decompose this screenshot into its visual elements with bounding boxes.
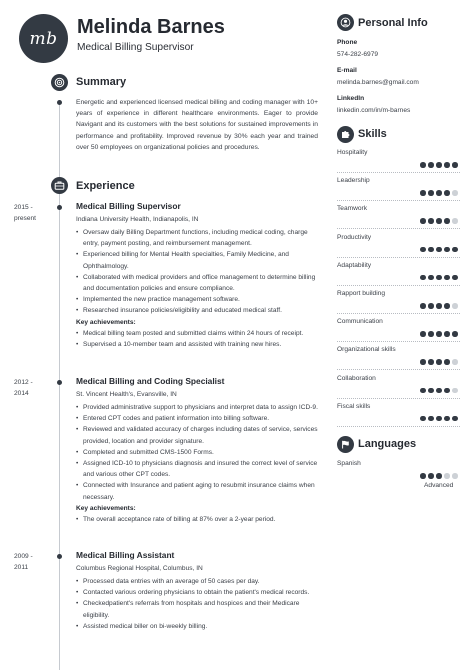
rating-dot [452,190,458,196]
rating-dot [428,359,434,365]
job-bullet-list [76,227,320,350]
rating-dot [436,190,442,196]
job-date: 2015 - present [14,204,36,222]
rating-dot [420,473,426,479]
divider [337,285,460,286]
skill-rating [420,331,458,337]
list-item: • Researched insurance policies/eligibility and educated medical staff. [76,305,320,316]
rating-dot [428,247,434,253]
skill-rating [420,247,458,253]
rating-dot [428,162,434,168]
list-item: • Connected with Insurance and patient aging to resubmit insurance claims when necessary. [76,480,320,502]
job-bullet-list [76,576,320,632]
phone-value: 574-282-6979 [337,51,379,58]
flag-icon [337,436,354,453]
divider [337,228,460,229]
rating-dot [428,190,434,196]
language-level: Advanced [424,482,454,489]
job-bullet-list [76,402,320,525]
rating-dot [452,303,458,309]
candidate-name: Melinda Barnes [77,16,225,38]
rating-dot [428,331,434,337]
rating-dot [452,416,458,422]
rating-dot [436,416,442,422]
list-item: • Reviewed and validated accuracy of charges including dates of service, services provided, location and provider signature. [76,424,320,446]
rating-dot [436,331,442,337]
rating-dot [452,247,458,253]
rating-dot [452,359,458,365]
personal-info-heading: Personal Info [358,17,428,29]
skill-rating [420,162,458,168]
divider [337,426,460,427]
job-employer: Indiana University Health, Indianapolis, IN [76,216,199,223]
timeline-dot [57,554,62,559]
rating-dot [444,359,450,365]
email-label: E-mail [337,67,357,74]
key-achievements-label: Key achievements: [76,504,136,512]
skill-rating [420,275,458,281]
linkedin-label: LinkedIn [337,95,365,102]
key-achievements-label: Key achievements: [76,318,136,326]
rating-dot [444,388,450,394]
skill-name: Adaptability [337,261,372,269]
rating-dot [436,162,442,168]
list-item: • Contacted various ordering physicians to obtain the patient's medical records. [76,587,320,598]
rating-dot [428,473,434,479]
rating-dot [444,190,450,196]
rating-dot [452,388,458,394]
job-title: Medical Billing Assistant [76,550,175,560]
rating-dot [444,303,450,309]
rating-dot [452,218,458,224]
skill-rating [420,359,458,365]
divider [337,341,460,342]
skill-name: Rapport building [337,290,386,297]
list-item: • Medical billing team posted and submitted claims within 24 hours of receipt. [76,328,320,339]
language-rating [420,473,458,479]
skill-rating [420,303,458,309]
rating-dot [444,247,450,253]
target-icon [51,74,68,91]
puzzle-icon [337,126,354,143]
list-item: • Assigned ICD-10 to physicians diagnosis and insured the correct level of service and various other CPT codes. [76,458,320,480]
rating-dot [452,275,458,281]
divider [337,172,460,173]
list-item: • Implemented the new practice management software. [76,294,320,305]
skill-name: Collaboration [337,374,376,382]
skill-rating [420,388,458,394]
divider [337,313,460,314]
rating-dot [420,359,426,365]
rating-dot [444,473,450,479]
list-item: • Entered CPT codes and patient information into billing software. [76,413,320,424]
timeline-dot [57,205,62,210]
rating-dot [420,303,426,309]
rating-dot [452,162,458,168]
rating-dot [428,416,434,422]
timeline-dot [57,380,62,385]
list-item: • Processed data entries with an average of 50 cases per day. [76,576,320,587]
rating-dot [452,473,458,479]
email-link[interactable]: melinda.barnes@gmail.com [337,79,419,86]
rating-dot [420,247,426,253]
avatar [19,14,68,63]
rating-dot [444,331,450,337]
rating-dot [428,388,434,394]
rating-dot [444,218,450,224]
skills-heading: Skills [358,128,387,140]
summary-text: Energetic and experienced licensed medical billing and coding manager with 10+ years of experience in different healthcare environments. Eager to provide Navigant and its customers with the best solutions for sustained improvements in performance and profitability. Improved revenue by 30% each year and trained over 50 employees on organizational policies and procedures. [76,99,318,151]
rating-dot [420,162,426,168]
rating-dot [428,275,434,281]
rating-dot [420,331,426,337]
rating-dot [436,359,442,365]
languages-heading: Languages [358,438,417,450]
list-item: • Checkedpatient's referrals from hospitals and hospices and their Medicare eligibility. [76,598,320,620]
skill-name: Teamwork [337,205,368,213]
skill-rating [420,416,458,422]
list-item: • Collaborated with medical providers and office management to determine billing and documentation policies and ensure compliance. [76,272,320,294]
skill-name: Communication [337,318,383,326]
rating-dot [436,218,442,224]
rating-dot [420,416,426,422]
skill-rating [420,190,458,196]
rating-dot [428,218,434,224]
rating-dot [444,275,450,281]
skill-name: Fiscal skills [337,402,371,410]
divider [337,369,460,370]
job-employer: St. Vincent Health's, Evansville, IN [76,391,177,398]
list-item: • Supervised a 10-member team and assisted with training new hires. [76,339,320,350]
rating-dot [444,416,450,422]
rating-dot [452,331,458,337]
rating-dot [420,388,426,394]
list-item: • Assisted medical biller on bi-weekly billing. [76,621,320,632]
skill-name: Hospitality [337,149,368,156]
job-title: Medical Billing and Coding Specialist [76,376,225,386]
rating-dot [436,303,442,309]
experience-heading: Experience [76,180,135,192]
rating-dot [420,190,426,196]
avatar-monogram: mb [29,28,58,49]
divider [337,200,460,201]
linkedin-link[interactable]: linkedin.com/in/m-barnes [337,107,411,114]
list-item: • Completed and submitted CMS-1500 Forms. [76,447,320,458]
list-item: • The overall acceptance rate of billing at 87% over a 2-year period. [76,514,320,525]
candidate-title: Medical Billing Supervisor [77,42,194,53]
skill-rating [420,218,458,224]
divider [337,398,460,399]
briefcase-icon [51,177,68,194]
phone-label: Phone [337,39,358,46]
rating-dot [420,218,426,224]
summary-heading: Summary [76,76,127,88]
user-icon [337,14,354,31]
skill-name: Leadership [337,177,370,185]
rating-dot [444,162,450,168]
language-name: Spanish [337,460,361,467]
divider [337,257,460,258]
list-item: • Oversaw daily Billing Department functions, including medical coding, charge entry, payment posting, and reimbursement management. [76,227,320,249]
skill-name: Productivity [337,233,372,241]
job-employer: Columbus Regional Hospital, Columbus, IN [76,565,203,572]
job-title: Medical Billing Supervisor [76,201,181,211]
rating-dot [420,275,426,281]
rating-dot [428,303,434,309]
list-item: • Experienced billing for Mental Health specialties, Family Medicine, and Ophthalmology. [76,249,320,271]
rating-dot [436,388,442,394]
job-date: 2012 - 2014 [14,379,33,397]
rating-dot [436,275,442,281]
list-item: • Provided administrative support to physicians and interpret data to assign ICD-9. [76,402,320,413]
rating-dot [436,473,442,479]
rating-dot [436,247,442,253]
timeline-dot [57,100,62,105]
job-date: 2009 - 2011 [14,553,33,571]
skill-name: Organizational skills [337,346,396,354]
